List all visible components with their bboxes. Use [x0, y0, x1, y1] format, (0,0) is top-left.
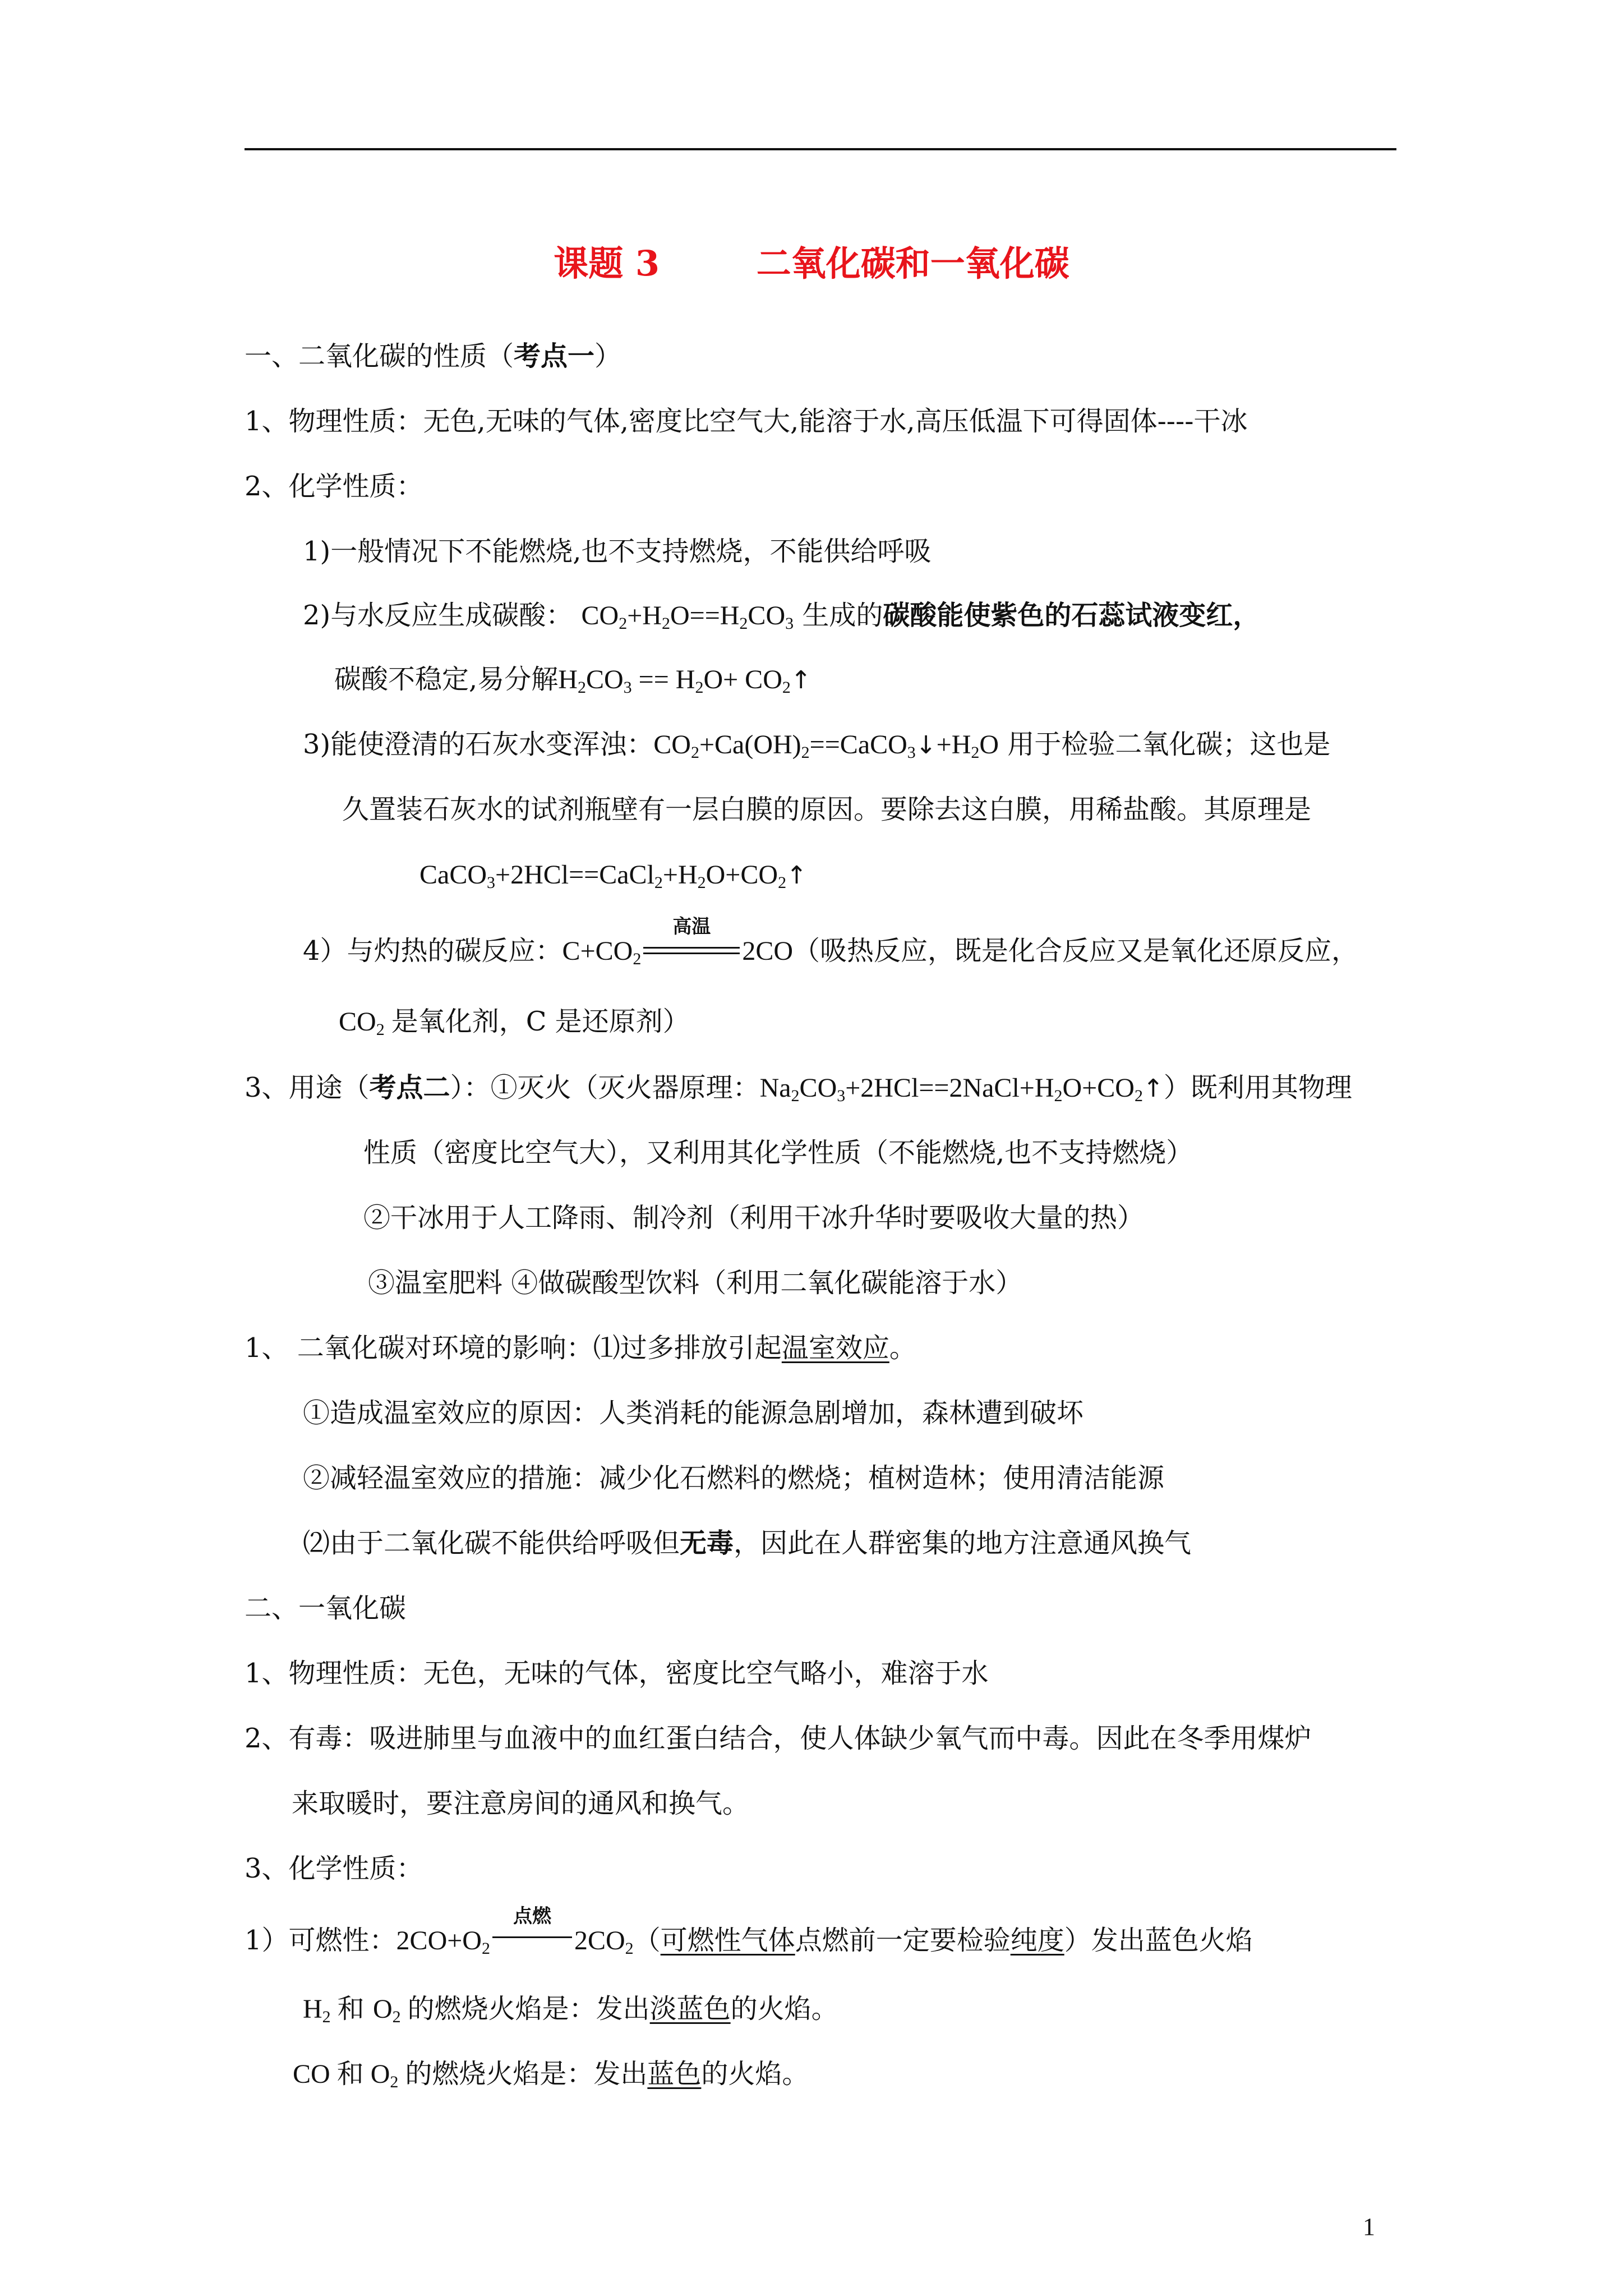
co2-chem-item-3-line2: 久置装石灰水的试剂瓶壁有一层白膜的原因。要除去这白膜，用稀盐酸。其原理是	[342, 794, 1312, 825]
co2-chem-item-3: 3)能使澄清的石灰水变浑浊：$CO_2+Ca(OH)_2==CaCO_3↓+H_2O$ 用于检验二氧化碳；这也是	[303, 729, 1331, 762]
co2-chem-item-4-line2: $CO_2$ 是氧化剂，C 是还原剂）	[339, 1006, 690, 1039]
h2-flame-color: $H_2$ 和 $O_2$ 的燃烧火焰是：发出淡蓝色的火焰。	[303, 1993, 838, 2026]
equation-carbonic-acid-decomposition: $H_2CO_3 == H_2O+$ $CO_2↑$	[558, 665, 811, 697]
co-chemical-properties-heading: 3、化学性质：	[245, 1853, 423, 1884]
equation-co-combustion: $2CO+O_2$ 点燃 $2CO_2$	[396, 1926, 634, 1955]
co2-nontoxic-note: ⑵由于二氧化碳不能供给呼吸但无毒，因此在人群密集的地方注意通风换气	[303, 1527, 1192, 1559]
co2-uses-3-4: ③温室肥料 ④做碳酸型饮料（利用二氧化碳能溶于水）	[368, 1267, 1023, 1299]
section-2-heading: 二、一氧化碳	[245, 1593, 407, 1624]
co2-chem-item-1: 1)一般情况下不能燃烧,也不支持燃烧，不能供给呼吸	[303, 536, 932, 567]
equation-carbonic-acid-formation: $CO_2+H_2O==H_2CO_3$	[581, 601, 794, 633]
section-1-heading: 一、二氧化碳的性质（考点一）	[245, 341, 622, 372]
page-number: 1	[1363, 2213, 1375, 2240]
equation-c-co2: $C+CO_2$ 高温 2CO	[562, 936, 793, 966]
co2-uses-2: ②干冰用于人工降雨、制冷剂（利用干冰升华时要吸收大量的热）	[363, 1202, 1145, 1234]
ignition-condition: 点燃	[490, 1921, 574, 1960]
co2-chem-item-2: 2)与水反应生成碳酸： $CO_2+H_2O==H_2CO_3$ 生成的碳酸能使紫色的石蕊试液变红，	[303, 600, 1260, 633]
page-title: 课题 3 二氧化碳和一氧化碳	[554, 243, 1069, 284]
co2-environment-heading: 1、 二氧化碳对环境的影响：⑴过多排放引起温室效应。	[245, 1332, 916, 1364]
co-toxicity-line2: 来取暖时，要注意房间的通风和换气。	[292, 1788, 750, 1819]
header-rule	[245, 148, 1396, 150]
co2-chem-item-4: 4）与灼热的碳反应：$C+CO_2$ 高温 2CO（吸热反应，既是化合反应又是氧化还原反应，	[303, 931, 1358, 971]
co-physical-properties: 1、物理性质：无色，无味的气体，密度比空气略小，难溶于水	[245, 1658, 989, 1689]
co2-uses-1: 3、用途（考点二）：①灭火（灭火器原理：$Na_2CO_3+2HCl==2NaCl+H_2O+CO_2↑$）既利用其物理	[245, 1072, 1352, 1105]
greenhouse-measures: ②减轻温室效应的措施：减少化石燃料的燃烧；植树造林；使用清洁能源	[303, 1462, 1165, 1494]
equation-limewater: $CO_2+Ca(OH)_2==CaCO_3↓+H_2O$	[653, 730, 999, 762]
co2-chemical-properties-heading: 2、化学性质：	[245, 471, 423, 502]
equation-fire-extinguisher: $Na_2CO_3+2HCl==2NaCl+H_2O+CO_2↑$	[759, 1073, 1164, 1105]
co2-chem-item-2-line2: 碳酸不稳定,易分解$H_2CO_3 == H_2O+$ $CO_2↑$	[334, 664, 811, 697]
co-flame-color: CO 和 $O_2$ 的燃烧火焰是：发出蓝色的火焰。	[293, 2058, 809, 2091]
co2-physical-properties: 1、物理性质：无色,无味的气体,密度比空气大,能溶于水,高压低温下可得固体----干冰	[245, 406, 1248, 437]
greenhouse-cause: ①造成温室效应的原因：人类消耗的能源急剧增加，森林遭到破坏	[303, 1397, 1084, 1429]
equation-caco3-hcl: $CaCO_3+2HCl==CaCl_2+H_2O+CO_2↑$	[419, 860, 807, 892]
co2-uses-1-line2: 性质（密度比空气大），又利用其化学性质（不能燃烧,也不支持燃烧）	[363, 1137, 1193, 1168]
co-toxicity: 2、有毒：吸进肺里与血液中的血红蛋白结合，使人体缺少氧气而中毒。因此在冬季用煤炉	[245, 1723, 1312, 1754]
co-combustibility: 1）可燃性：$2CO+O_2$ 点燃 $2CO_2$（可燃性气体点燃前一定要检验纯度）发出蓝色火焰	[245, 1921, 1253, 1961]
high-temp-condition: 高温	[641, 931, 742, 970]
